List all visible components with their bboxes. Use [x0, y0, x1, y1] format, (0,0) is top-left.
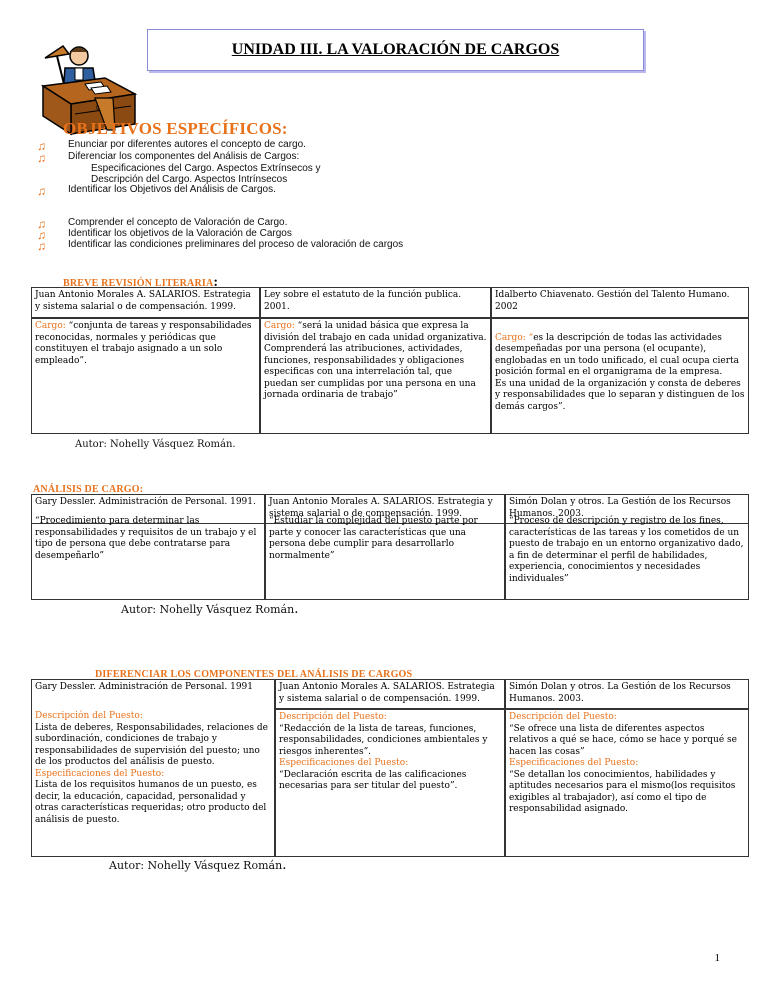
- section-heading-colon: :: [213, 275, 219, 290]
- table-cell-source: Simón Dolan y otros. La Gestión de los Recursos Humanos. 2003.: [505, 494, 749, 524]
- table-cell-source: Ley sobre el estatuto de la función publica. 2001.: [260, 287, 491, 318]
- table-cell-definition: “Proceso de descripción y registro de los fines, características de las tareas y los cometidos de un puesto de trabajo en un entorno organizativo dado, a fin de determinar el perfil de habilidades, experiencia, conocimientos y necesidades individuales”: [505, 514, 749, 600]
- descripcion-text: Lista de deberes, Responsabilidades, relaciones de subordinación, condiciones de trabajo y responsabilidades de supervisión del puesto; uno de los productos del análisis de puesto.: [35, 722, 268, 767]
- table-cell-definition: “Estudiar la complejidad del puesto parte por parte y conocer las características que una persona debe cumplir para desarrollarlo normalmente”: [265, 514, 505, 600]
- music-note-bullet-icon: ♫: [37, 184, 46, 198]
- objective-item: Enunciar por diferentes autores el concepto de cargo.: [68, 139, 306, 150]
- table-cell-source: Gary Dessler. Administración de Personal. 1991: [31, 679, 275, 709]
- section-heading-text: BREVE REVISIÓN LITERARIA: [63, 278, 214, 289]
- table-cell-source: Simón Dolan y otros. La Gestión de los Recursos Humanos. 2003.: [505, 679, 749, 709]
- objective-item: Identificar los objetivos de la Valoración de Cargos: [68, 228, 292, 239]
- music-note-bullet-icon: ♫: [37, 239, 46, 253]
- author-credit-dot: .: [294, 601, 299, 617]
- table-cell-source: Gary Dessler. Administración de Personal. 1991.: [31, 494, 265, 524]
- music-note-bullet-icon: ♫: [37, 139, 46, 153]
- author-credit: [109, 857, 287, 873]
- music-note-bullet-icon: ♫: [37, 151, 46, 165]
- descripcion-text: “Se ofrece una lista de diferentes aspectos relativos a qué se hace, cómo se hace y porqué se hacen las cosas”: [509, 723, 737, 757]
- objective-item: Identificar los Objetivos del Análisis de Cargos.: [68, 184, 276, 195]
- table-cell-components: [275, 709, 505, 857]
- objective-item: Diferenciar los componentes del Análisis de Cargos:: [68, 151, 300, 162]
- section-heading-analisis: ANÁLISIS DE CARGO:: [33, 484, 144, 495]
- descripcion-label: Descripción del Puesto:: [35, 711, 143, 721]
- table-cell-source: Juan Antonio Morales A. SALARIOS. Estrategia y sistema salarial o de compensación. 1999.: [31, 287, 260, 318]
- objective-item: Especificaciones del Cargo. Aspectos Extrínsecos y: [91, 163, 321, 174]
- descripcion-label: Descripción del Puesto:: [279, 712, 387, 722]
- definition-text: es la descripción de todas las actividades desempeñadas por una persona (el ocupante), englobadas en un todo unificado, el cual ocupa cierta posición formal en el organigrama de la empresa. Es una unidad de la organización y consta de deberes y responsabilidades que lo separan y distinguen de los demás cargos”.: [495, 332, 745, 412]
- especificaciones-text: “Declaración escrita de las calificaciones necesarias para ser titular del puesto”.: [279, 769, 467, 791]
- table-cell-definition: [491, 318, 749, 434]
- definition-text: “será la unidad básica que expresa la división del trabajo en cada unidad organizativa. Comprenderá las atribuciones, actividades, funciones, responsabilidades y obligaciones especificas con una interrelación tal, que puedan ser cumplidas por una persona en una jornada ordinaria de trabajo”: [264, 321, 487, 400]
- table-cell-definition: “Procedimiento para determinar las responsabilidades y requisitos de un trabajo y el tipo de persona que debe contratarse para desempeñarlo”: [31, 514, 265, 600]
- table-cell-source: Idalberto Chiavenato. Gestión del Talento Humano. 2002: [491, 287, 749, 318]
- table-cell-definition: [260, 318, 491, 434]
- table-cell-components: [505, 709, 749, 857]
- objective-item: Identificar las condiciones preliminares del proceso de valoración de cargos: [68, 239, 404, 250]
- definition-text: “conjunta de tareas y responsabilidades reconocidas, normales y periódicas que constituyen el trabajo asignado a un solo empleado”.: [35, 321, 252, 366]
- objective-item: Comprender el concepto de Valoración de Cargo.: [68, 217, 288, 228]
- especificaciones-label: Especificaciones del Puesto:: [509, 758, 639, 768]
- objectives-heading: OBJETIVOS ESPECÍFICOS:: [63, 119, 288, 138]
- especificaciones-text: Lista de los requisitos humanos de un puesto, es decir, la educación, capacidad, personalidad y otras características requeridas; otro producto del análisis de puesto.: [35, 780, 267, 825]
- section-heading-componentes: DIFERENCIAR LOS COMPONENTES DEL ANÁLISIS DE CARGOS: [95, 669, 413, 680]
- definition-label: Cargo: “: [495, 332, 534, 343]
- music-note-bullet-icon: ♫: [37, 228, 46, 242]
- definition-label: Cargo:: [35, 321, 66, 331]
- table-cell-components: [31, 709, 275, 857]
- objectives-list: [0, 0, 768, 260]
- author-credit: Autor: Nohelly Vásquez Román.: [75, 439, 236, 450]
- table-cell-source: Juan Antonio Morales A. SALARIOS. Estrategia y sistema salarial o de compensación. 1999.: [265, 494, 505, 524]
- author-credit-dot: .: [282, 857, 287, 873]
- descripcion-label: Descripción del Puesto:: [509, 712, 617, 722]
- page-title: UNIDAD III. LA VALORACIÓN DE CARGOS: [231, 41, 560, 58]
- author-credit-text: Autor: Nohelly Vásquez Román: [109, 859, 283, 872]
- descripcion-text: “Redacción de la lista de tareas, funciones, responsabilidades, condiciones ambientales y riesgos inherentes”.: [279, 723, 488, 757]
- definition-label: Cargo:: [264, 321, 295, 331]
- table-cell-source: Juan Antonio Morales A. SALARIOS. Estrategia y sistema salarial o de compensación. 1999.: [275, 679, 505, 709]
- music-note-bullet-icon: ♫: [37, 217, 46, 231]
- author-credit-text: Autor: Nohelly Vásquez Román: [121, 603, 295, 616]
- objective-item: Descripción del Cargo. Aspectos Intrínsecos: [91, 174, 288, 185]
- especificaciones-label: Especificaciones del Puesto:: [35, 768, 165, 779]
- especificaciones-text: “Se detallan los conocimientos, habilidades y aptitudes necesarios para el mismo(los requisitos exigibles al trabajador), así como el tipo de responsabilidad asignado.: [509, 769, 736, 814]
- table-cell-definition: [31, 318, 260, 434]
- especificaciones-label: Especificaciones del Puesto:: [279, 758, 409, 768]
- author-credit: [121, 601, 299, 617]
- page-number: 1: [714, 952, 720, 964]
